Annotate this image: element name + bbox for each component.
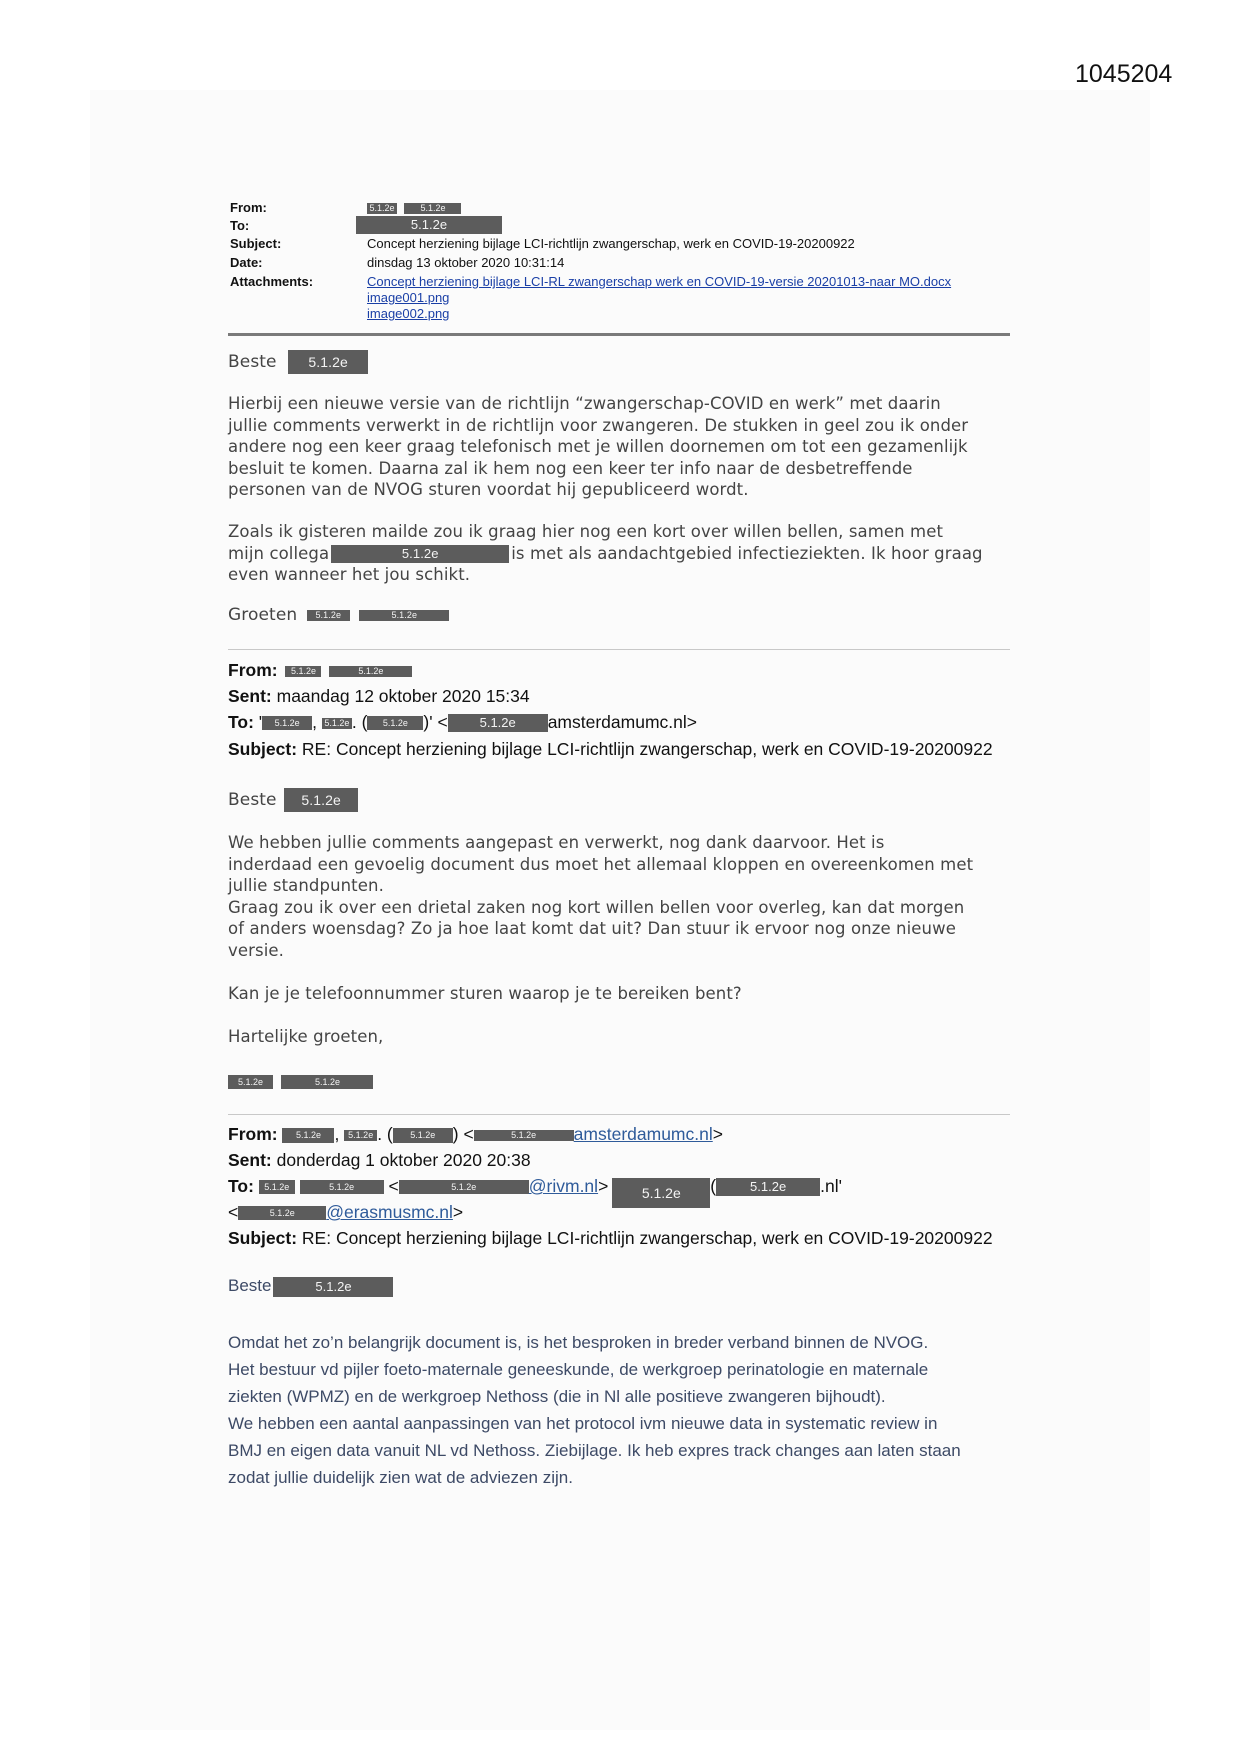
redaction: 5.1.2e <box>273 1277 393 1297</box>
paragraph: Hierbij een nieuwe versie van de richtlijn “zwangerschap-COVID en werk” met daarin jullie comments verwerkt in de richtlijn voor zwangeren. De stukken in geel zou ik onder andere nog een keer graag telefonisch met je willen doornemen om tot een gezamenlijk besluit te komen. Daarna zal ik hem nog een keer ter info naar de desbetreffende personen van de NVOG sturen voordat hij gepubliceerd wordt. <box>228 394 969 499</box>
redaction: 5.1.2e <box>612 1178 710 1208</box>
message-divider <box>228 1114 1010 1115</box>
redaction: 5.1.2e <box>329 666 412 677</box>
redaction: 5.1.2e <box>356 216 502 234</box>
from-line: From: 5.1.2e 5.1.2e <box>228 660 412 681</box>
paragraph: We hebben jullie comments aangepast en verwerkt, nog dank daarvoor. Het is inderdaad een gevoelig document dus moet het allemaal kloppen en overeenkomen met jullie standpunten. Graag zou ik over een drietal zaken nog kort willen bellen voor overleg, kan dat morgen of anders woensdag? Zo ja hoe laat komt dat uit? Dan stuur ik ervoor nog onze nieuwe versie. <box>228 833 974 960</box>
to-line: To: 5.1.2e 5.1.2e < 5.1.2e @rivm.nl> 5.1.2e ( 5.1.2e .nl' <box>228 1176 842 1208</box>
redaction: 5.1.2e <box>282 1128 334 1143</box>
redaction: 5.1.2e <box>322 718 352 729</box>
attachments-label: Attachments: <box>230 274 314 289</box>
redaction: 5.1.2e <box>238 1206 326 1220</box>
redaction: 5.1.2e <box>367 203 397 214</box>
from-label: From: <box>230 200 267 215</box>
subject-line: Subject: RE: Concept herziening bijlage LCI-richtlijn zwangerschap, werk en COVID-19-20200922 <box>228 739 993 759</box>
greeting: Beste 5.1.2e <box>228 1276 393 1297</box>
date-label: Date: <box>230 255 263 270</box>
redaction: 5.1.2e <box>404 203 461 214</box>
sent-line: Sent: donderdag 1 oktober 2020 20:38 <box>228 1150 531 1170</box>
email-link[interactable]: @erasmusmc.nl <box>326 1202 453 1222</box>
attachment-link[interactable]: image001.png <box>367 290 450 305</box>
subject-value: Concept herziening bijlage LCI-richtlijn zwangerschap, werk en COVID-19-20200922 <box>367 236 855 251</box>
sent-line: Sent: maandag 12 oktober 2020 15:34 <box>228 686 530 706</box>
redaction: 5.1.2e <box>359 610 449 621</box>
redaction: 5.1.2e <box>448 714 548 732</box>
closing: Groeten 5.1.2e 5.1.2e <box>228 605 449 627</box>
redaction: 5.1.2e <box>474 1130 574 1141</box>
redaction: 5.1.2e <box>259 1180 295 1194</box>
paragraph: Omdat het zo’n belangrijk document is, is het besproken in breder verband binnen de NVOG. Het bestuur vd pijler foeto-maternale geneeskunde, de werkgroep perinatologie en maternale ziekten (WPMZ) en de werkgroep Nethoss (die in Nl alle positieve zwangeren bijhoudt). We hebben een aantal aanpassingen van het protocol ivm nieuwe data in systematic review in BMJ en eigen data vanuit NL vd Nethoss. Ziebijlage. Ik heb expres track changes aan laten staan zodat jullie duidelijk zien wat de adviezen zijn. <box>228 1333 961 1487</box>
email-link[interactable]: @rivm.nl <box>528 1176 599 1196</box>
redaction: 5.1.2e <box>331 545 509 563</box>
date-value: dinsdag 13 oktober 2020 10:31:14 <box>367 255 565 270</box>
redaction: 5.1.2e <box>393 1128 453 1143</box>
email-link[interactable]: amsterdamumc.nl <box>573 1124 713 1144</box>
message-divider <box>228 649 1010 650</box>
redaction: 5.1.2e <box>307 610 350 621</box>
greeting: Beste 5.1.2e <box>228 788 358 812</box>
redaction: 5.1.2e <box>367 716 423 730</box>
to-line-continued: < 5.1.2e @erasmusmc.nl> <box>228 1202 464 1222</box>
paragraph: Zoals ik gisteren mailde zou ik graag hier nog een kort over willen bellen, samen met mijn collega 5.1.2e is met als aandachtgebied infectieziekten. Ik hoor graag even wanneer het jou schikt. <box>228 522 983 584</box>
to-label: To: <box>230 218 250 233</box>
redaction: 5.1.2e <box>288 350 368 374</box>
redaction: 5.1.2e <box>228 1075 273 1089</box>
to-value <box>356 216 502 234</box>
document-number: 1045204 <box>1075 60 1173 88</box>
redaction: 5.1.2e <box>716 1178 820 1196</box>
redaction: 5.1.2e <box>344 1130 377 1141</box>
closing: Hartelijke groeten, <box>228 1027 384 1046</box>
redaction: 5.1.2e <box>284 788 358 812</box>
paragraph: Kan je je telefoonnummer sturen waarop je te bereiken bent? <box>228 984 742 1003</box>
redaction: 5.1.2e <box>281 1075 373 1089</box>
redaction: 5.1.2e <box>300 1180 384 1194</box>
attachment-link[interactable]: Concept herziening bijlage LCI-RL zwangerschap werk en COVID-19-versie 20201013-naar MO.docx <box>367 274 952 289</box>
to-line: To: ' 5.1.2e , 5.1.2e . ( 5.1.2e )' < 5.1.2e amsterdamumc.nl> <box>228 712 697 732</box>
attachment-link[interactable]: image002.png <box>367 306 450 321</box>
subject-label: Subject: <box>230 236 282 251</box>
from-line: From: 5.1.2e , 5.1.2e . ( 5.1.2e ) < 5.1.2e amsterdamumc.nl> <box>228 1124 723 1144</box>
redaction: 5.1.2e <box>399 1180 529 1194</box>
redaction: 5.1.2e <box>285 666 321 677</box>
header-divider <box>228 333 1010 336</box>
subject-line: Subject: RE: Concept herziening bijlage LCI-richtlijn zwangerschap, werk en COVID-19-20200922 <box>228 1228 993 1248</box>
redaction: 5.1.2e <box>262 716 312 730</box>
greeting: Beste 5.1.2e <box>228 350 368 374</box>
signature <box>228 1073 373 1091</box>
